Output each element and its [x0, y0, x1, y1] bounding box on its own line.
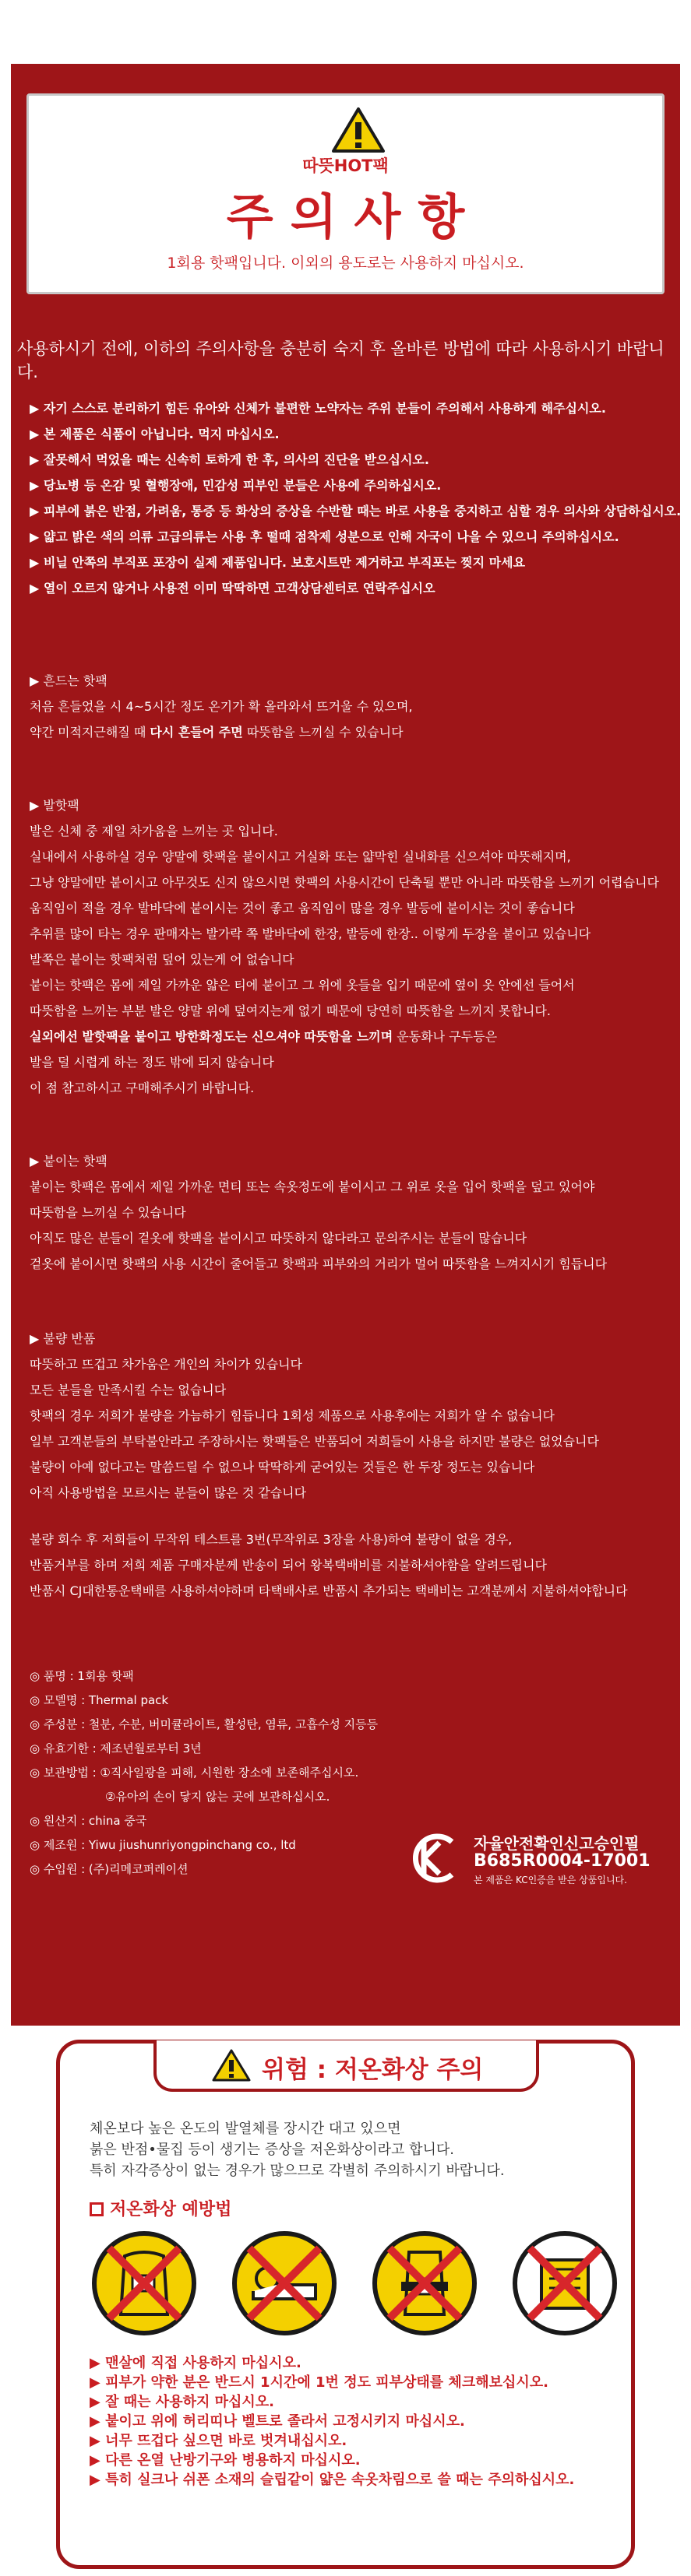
danger-header [153, 2040, 539, 2092]
section-title: ▶ 붙이는 핫팩 [30, 1154, 108, 1169]
section-title: ▶ 불량 반품 [30, 1331, 96, 1346]
product-info-row: ◎ 수입원 : (주)리메코퍼레이션 [30, 1862, 189, 1876]
section-line: 발은 신체 중 제일 차가움을 느끼는 곳 입니다. [30, 824, 278, 838]
danger-text-line: 체온보다 높은 온도의 발열체를 장시간 대고 있으면 [90, 2121, 401, 2137]
section-line: 모든 분들을 만족시킬 수는 없습니다 [30, 1383, 227, 1397]
no-belt-icon [370, 2229, 479, 2338]
product-info-row: ◎ 제조원 : Yiwu jiushunriyongpinchang co., ltd [30, 1838, 296, 1852]
section-line: 추위를 많이 타는 경우 판매자는 발가락 쪽 발바닥에 한장, 발등에 한장.. 이렇게 두장을 붙이고 있습니다 [30, 926, 591, 941]
product-info [30, 1664, 404, 1882]
prevention-item: ▶ 잘 때는 사용하지 마십시오. [90, 2394, 275, 2410]
section-line: 처음 흔들었을 시 4~5시간 정도 온기가 확 올라와서 뜨거울 수 있으며, [30, 699, 413, 714]
section-line: 발쪽은 붙이는 핫팩처럼 덮어 있는게 어 없습니다 [30, 952, 294, 967]
warning-item: ▶ 피부에 붉은 반점, 가려움, 통증 등 화상의 증상을 수반할 때는 바로 사용을 중지하고 심할 경우 의사와 상담하십시오. [30, 504, 682, 518]
intro-text: 사용하시기 전에, 이하의 주의사항을 충분히 숙지 후 올바른 방법에 따라 사용하시기 바랍니다. [17, 339, 665, 381]
product-info-row: ◎ 품명 : 1회용 핫팩 [30, 1669, 134, 1683]
section-line: 따뜻함을 느끼는 부분 발은 양말 위에 덮여지는게 없기 때문에 당연히 따뜻함을 느끼지 못합니다. [30, 1003, 551, 1018]
kc-mark-icon [407, 1831, 466, 1885]
kc-note: 본 제품은 KC인증을 받은 상품입니다. [474, 1875, 627, 1885]
prevention-item: ▶ 맨살에 직접 사용하지 마십시오. [90, 2355, 301, 2371]
prevention-item: ▶ 너무 뜨겁다 싶으면 바로 벗겨내십시오. [90, 2433, 347, 2449]
warning-item: ▶ 얇고 밝은 색의 의류 고급의류는 사용 후 떨때 점착제 성분으로 인해 자국이 나을 수 있으니 주의하십시오. [30, 529, 619, 544]
section-line: 불량 회수 후 저희들이 무작위 테스트를 3번(무작위로 3장을 사용)하여 불량이 없을 경우, [30, 1532, 513, 1547]
no-direct-skin-icon [90, 2229, 199, 2338]
page-subtitle: 1회용 핫팩입니다. 이외의 용도로는 사용하지 마십시오. [167, 255, 524, 272]
product-info-row: ◎ 주성분 : 철분, 수분, 버미큘라이트, 활성탄, 염류, 고흡수성 지등등 [30, 1717, 379, 1731]
warning-item: ▶ 열이 오르지 않거나 사용전 이미 딱딱하면 고객상담센터로 연락주십시오 [30, 581, 435, 596]
no-heater-icon [510, 2229, 619, 2338]
warnings-list [30, 395, 682, 601]
section-line: 아직 사용방법을 모르시는 분들이 많은 것 같습니다 [30, 1485, 307, 1500]
section-line: 반품거부를 하며 저희 제품 구매자분께 반송이 되어 왕복택배비를 지불하셔야함을 알려드립니다 [30, 1558, 548, 1573]
defect-section [30, 1326, 668, 1506]
section-line: 따뜻함을 느끼실 수 있습니다 [30, 1205, 186, 1220]
section-line: 겉옷에 붙이시면 핫팩의 사용 시간이 줄어들고 핫팩과 피부와의 거리가 멀어 따뜻함을 느껴지시기 힘듭니다 [30, 1256, 608, 1271]
warning-item: ▶ 본 제품은 식품이 아닙니다. 먹지 마십시오. [30, 427, 280, 441]
warning-item: ▶ 비닐 안쪽의 부직포 포장이 실제 제품입니다. 보호시트만 제거하고 부직포는 찢지 마세요 [30, 555, 526, 570]
danger-text-line: 붉은 반점•물집 등이 생기는 증상을 저온화상이라고 합니다. [90, 2142, 454, 2158]
prevention-item: ▶ 특히 실크나 쉬폰 소재의 슬립같이 얇은 속옷차림으로 쓸 때는 주의하십시오. [90, 2472, 575, 2488]
section-title: ▶ 흔드는 핫팩 [30, 673, 108, 688]
section-line: 아직도 많은 분들이 겉옷에 핫팩을 붙이시고 따뜻하지 않다라고 문의주시는 분들이 많습니다 [30, 1231, 527, 1246]
section-line: 약간 미적지근해질 때 다시 흔들어 주면 따뜻함을 느끼실 수 있습니다 [30, 725, 404, 740]
product-info-row: ②유아의 손이 닿지 않는 곳에 보관하십시오. [105, 1790, 330, 1804]
prevention-title: 저온화상 예방법 [90, 2196, 231, 2220]
prevention-icons [90, 2229, 619, 2346]
sticker-section [30, 1148, 668, 1277]
square-bullet-icon [90, 2202, 104, 2216]
danger-text-line: 특히 자각증상이 없는 경우가 많으므로 각별히 주의하시기 바랍니다. [90, 2163, 505, 2179]
warning-icon [211, 2048, 252, 2082]
product-info-row: ◎ 모델명 : Thermal pack [30, 1693, 169, 1707]
section-line: 붙이는 핫팩은 몸에서 제일 가까운 면티 또는 속옷정도에 붙이시고 그 위로 옷을 입어 핫팩을 덮고 있어야 [30, 1179, 595, 1194]
prevention-list [90, 2353, 627, 2490]
prevention-item: ▶ 피부가 약한 분은 반드시 1시간에 1번 정도 피부상태를 체크해보십시오. [90, 2374, 548, 2391]
highlight-text: 실외에선 발핫팩을 붙이고 방한화정도는 신으셔야 따뜻함을 느끼며 [30, 1029, 393, 1044]
section-line: 붙이는 핫팩은 몸에 제일 가까운 얇은 티에 붙이고 그 위에 옷들을 입기 때문에 옆이 옷 안에선 들어서 [30, 978, 575, 993]
prevention-item: ▶ 다른 온열 난방기구와 병용하지 마십시오. [90, 2452, 361, 2469]
kc-cert-number: B685R0004-17001 [474, 1851, 650, 1871]
product-info-row: ◎ 보관방법 : ①직사일광을 피해, 시원한 장소에 보존해주십시오. [30, 1766, 359, 1780]
kc-approval-label: 자율안전확인신고승인필 [474, 1834, 640, 1853]
section-line: 핫팩의 경우 저희가 불량을 가늠하기 힘듭니다 1회성 제품으로 사용후에는 저희가 알 수 없습니다 [30, 1408, 555, 1423]
low-temp-burn-warning [56, 2040, 635, 2569]
section-line: 그냥 양말에만 붙이시고 아무것도 신지 않으시면 핫팩의 사용시간이 단축될 뿐만 아니라 따뜻함을 느끼기 어렵습니다 [30, 875, 660, 890]
warning-item: ▶ 당뇨병 등 온감 및 혈행장애, 민감성 피부인 분들은 사용에 주의하십시오. [30, 478, 442, 493]
danger-title: 위험 : 저온화상 주의 [262, 2056, 484, 2084]
section-line: 일부 고객분들의 부탁불안라고 주장하시는 핫팩들은 반품되어 저희들이 사용을 하지만 불량은 없었습니다 [30, 1434, 599, 1449]
page-title: 주의사항 [226, 188, 482, 245]
header-card [26, 93, 665, 294]
section-line: 반품시 CJ대한통운택배를 사용하셔야하며 타택배사로 반품시 추가되는 택배비는 고객분께서 지불하셔야합니다 [30, 1583, 628, 1598]
section-line: 이 점 참고하시고 구매해주시기 바랍니다. [30, 1081, 255, 1095]
highlight-text: 다시 흔들어 주면 [150, 725, 243, 740]
section-title: ▶ 발핫팩 [30, 798, 79, 813]
section-line: 불량이 아예 없다고는 말씀드릴 수 없으나 딱딱하게 굳어있는 것들은 한 두장 정도는 있습니다 [30, 1460, 535, 1474]
section-line: 실외에선 발핫팩을 붙이고 방한화정도는 신으셔야 따뜻함을 느끼며 운동화나 구두등은 [30, 1029, 498, 1044]
foot-section [30, 792, 668, 1101]
product-info-row: ◎ 원산지 : china 중국 [30, 1814, 147, 1828]
no-sleeping-icon [230, 2229, 339, 2338]
kc-certification [407, 1831, 675, 1885]
return-policy [30, 1527, 668, 1604]
warning-icon [331, 107, 386, 153]
shaker-section [30, 668, 668, 745]
brand-name: 따뜻HOT팩 [302, 156, 389, 175]
section-line: 움직임이 적을 경우 발바닥에 붙이시는 것이 좋고 움직임이 많을 경우 발등에 붙이시는 것이 좋습니다 [30, 901, 575, 915]
section-line: 따뜻하고 뜨겁고 차가움은 개인의 차이가 있습니다 [30, 1357, 303, 1372]
danger-description [90, 2118, 619, 2181]
warning-item: ▶ 자기 스스로 분리하기 힘든 유아와 신체가 불편한 노약자는 주위 분들이 주의해서 사용하게 해주십시오. [30, 401, 606, 416]
prevention-item: ▶ 붙이고 위에 허리띠나 벨트로 졸라서 고정시키지 마십시오. [90, 2413, 465, 2430]
section-line: 발을 덜 시렵게 하는 정도 밖에 되지 않습니다 [30, 1055, 274, 1070]
warning-item: ▶ 잘못해서 먹었을 때는 신속히 토하게 한 후, 의사의 진단을 받으십시오. [30, 452, 429, 467]
section-line: 실내에서 사용하실 경우 양말에 핫팩을 붙이시고 거실화 또는 얇막힌 실내화를 신으셔야 따뜻해지며, [30, 849, 571, 864]
product-info-row: ◎ 유효기한 : 제조년월로부터 3년 [30, 1741, 202, 1755]
